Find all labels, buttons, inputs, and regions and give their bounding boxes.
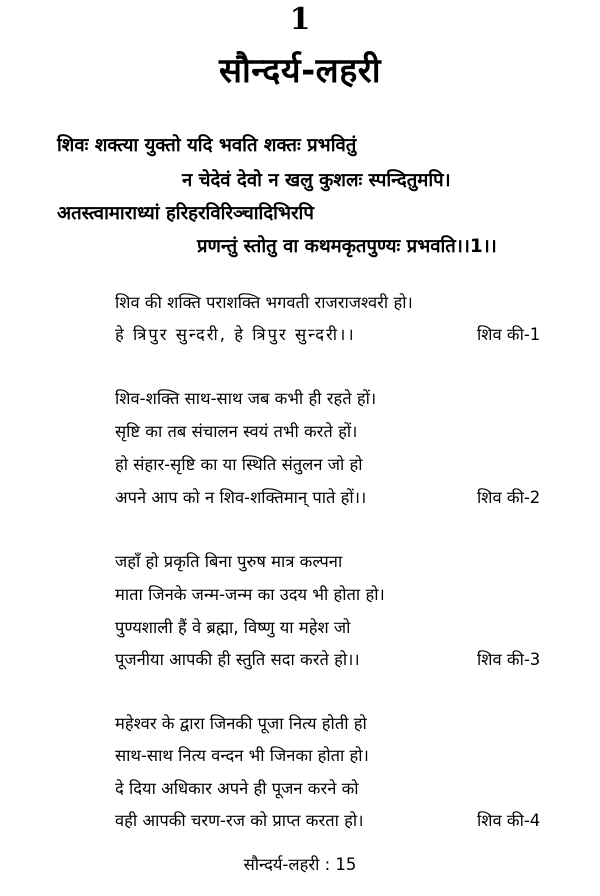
chapter-number: 1	[289, 2, 311, 37]
stanza-3-line-1: जहाँ हो प्रकृति बिना पुरुष मात्र कल्पना	[115, 552, 343, 571]
stanza-2-line-3: हो संहार-सृष्टि का या स्थिति संतुलन जो हो	[115, 455, 363, 474]
stanza-3-refrain: शिव की-3	[477, 650, 541, 669]
stanza-1-refrain: शिव की-1	[477, 325, 541, 344]
sloka-line-3: अतस्त्वामाराध्यां हरिहरविरिञ्चादिभिरपि	[57, 203, 314, 224]
stanza-4-line-2: साथ-साथ नित्य वन्दन भी जिनका होता हो।	[115, 746, 369, 765]
sloka-line-1: शिवः शक्त्या युक्तो यदि भवति शक्तः प्रभवितुं	[57, 135, 357, 156]
stanza-2-refrain: शिव की-2	[477, 488, 541, 507]
stanza-3-line-4: पूजनीया आपकी ही स्तुति सदा करते हो।।	[115, 650, 360, 669]
stanza-1-line-2: हे त्रिपुर सुन्दरी, हे त्रिपुर सुन्दरी।।	[115, 325, 356, 344]
stanza-3-line-2: माता जिनके जन्म-जन्म का उदय भी होता हो।	[115, 585, 385, 604]
stanza-4-refrain: शिव की-4	[477, 811, 541, 830]
chapter-title: सौन्दर्य-लहरी	[219, 51, 381, 91]
stanza-4-line-3: दे दिया अधिकार अपने ही पूजन करने को	[115, 779, 359, 798]
stanza-2-line-1: शिव-शक्ति साथ-साथ जब कभी ही रहते हों।	[115, 389, 377, 408]
stanza-4-line-1: महेश्वर के द्वारा जिनकी पूजा नित्य होती हो	[115, 714, 367, 733]
stanza-1-line-1: शिव की शक्ति पराशक्ति भगवती राजराजश्वरी हो।	[115, 293, 413, 312]
sloka-line-2: न चेदेवं देवो न खलु कुशलः स्पन्दितुमपि।	[182, 170, 451, 191]
stanza-4-line-4: वही आपकी चरण-रज को प्राप्त करता हो।	[115, 811, 364, 830]
stanza-2-line-2: सृष्टि का तब संचालन स्वयं तभी करते हों।	[115, 422, 358, 441]
sloka-line-4: प्रणन्तुं स्तोतु वा कथमकृतपुण्यः प्रभवति।।1।।	[197, 236, 497, 257]
stanza-2-line-4: अपने आप को न शिव-शक्तिमान् पाते हों।।	[115, 488, 367, 507]
stanza-3-line-3: पुण्यशाली हैं वे ब्रह्मा, विष्णु या महेश जो	[115, 618, 351, 637]
page-footer: सौन्दर्य-लहरी : 15	[243, 855, 357, 874]
